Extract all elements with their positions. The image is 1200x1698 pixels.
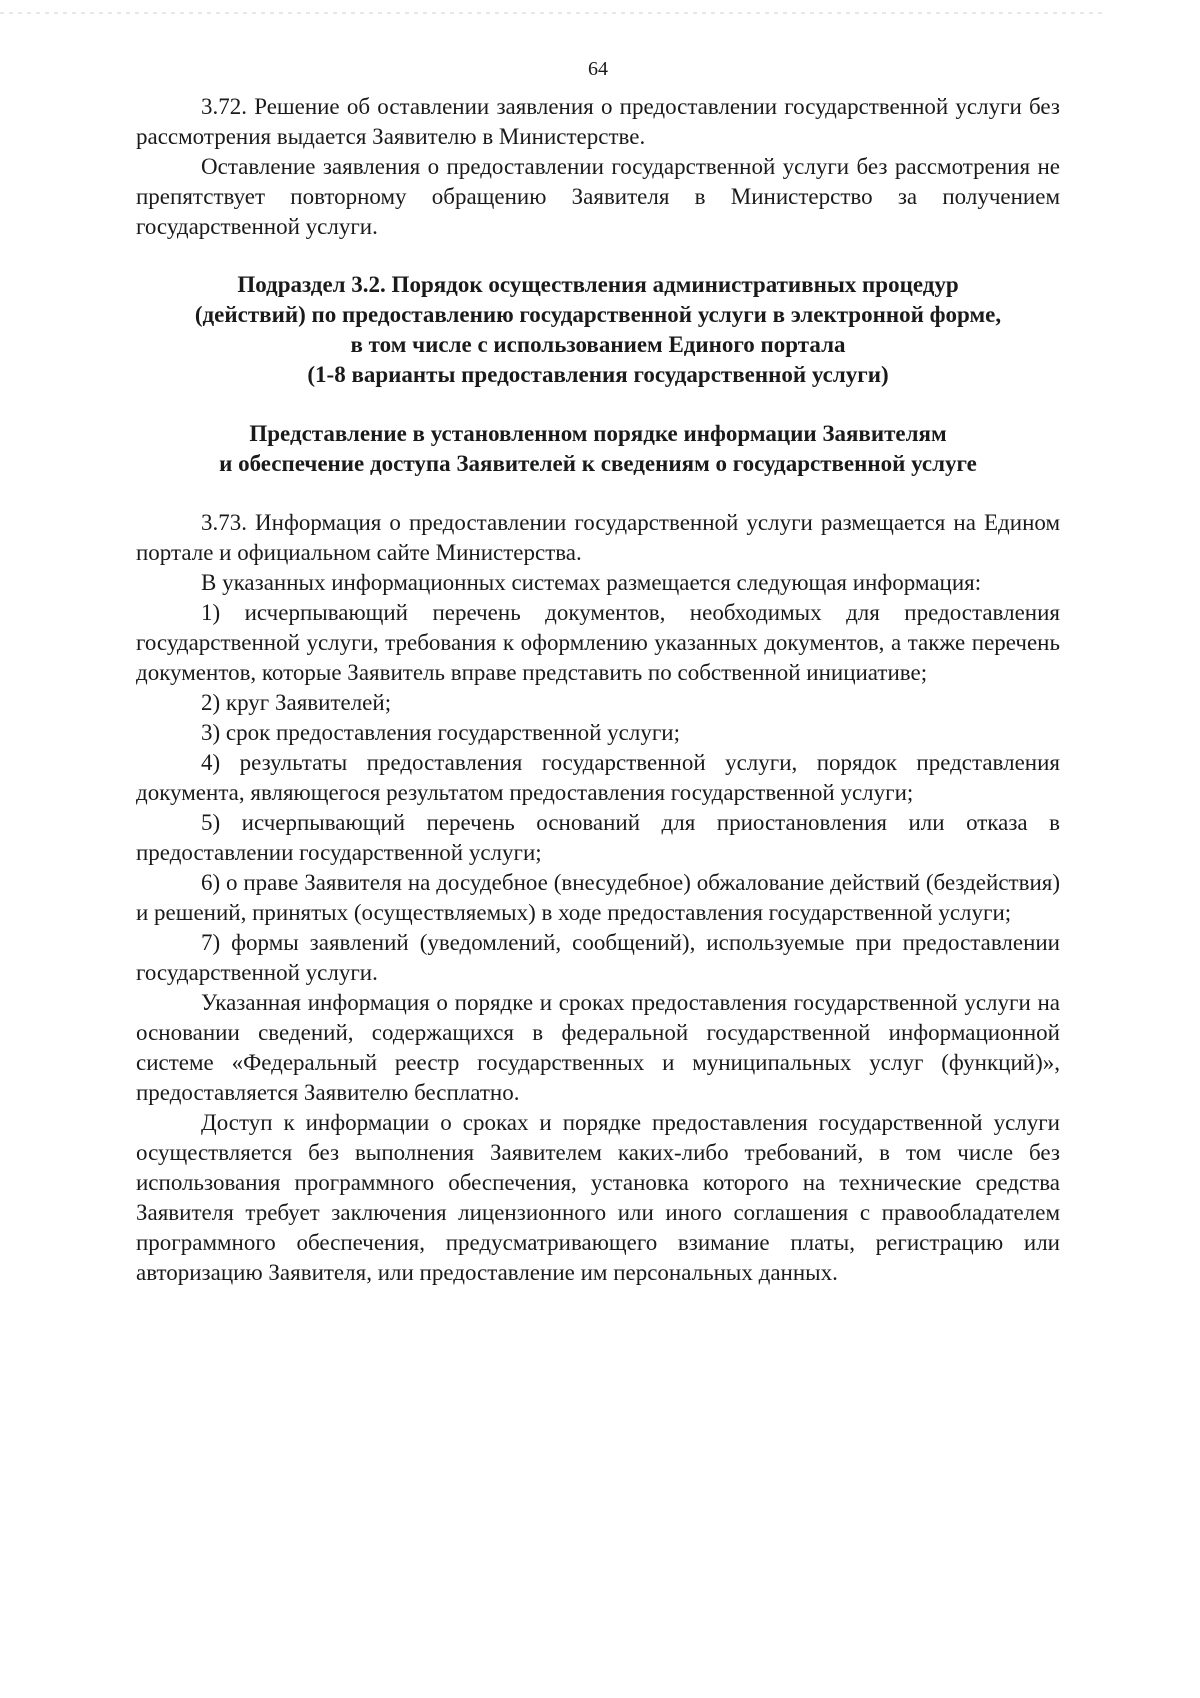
scan-artifact-line: [0, 12, 1105, 14]
list-item-7: 7) формы заявлений (уведомлений, сообщений), используемые при предоставлении государственной услуги.: [136, 930, 1060, 985]
subsection-heading-line-3: в том числе с использованием Единого портала: [350, 332, 846, 357]
paragraph-leaving-without-review: Оставление заявления о предоставлении государственной услуги без рассмотрения не препятствует повторному обращению Заявителя в Министерство за получением государственной услуги.: [136, 154, 1060, 239]
paragraph-3-73: 3.73. Информация о предоставлении государственной услуги размещается на Едином портале и официальном сайте Министерства.: [136, 510, 1060, 565]
section-heading: [136, 419, 1060, 479]
paragraph-access-info: Доступ к информации о сроках и порядке предоставления государственной услуги осуществляется без выполнения Заявителем каких-либо требований, в том числе без использования программного обеспечения, установка которого на технические средства Заявителя требует заключения лицензионного или иного соглашения с правообладателем программного обеспечения, предусматривающего взимание платы, регистрацию или авторизацию Заявителя, или предоставление им персональных данных.: [136, 1110, 1060, 1285]
subsection-heading-line-1: Подраздел 3.2. Порядок осуществления административных процедур: [237, 272, 959, 297]
list-item-6: 6) о праве Заявителя на досудебное (внесудебное) обжалование действий (бездействия) и решений, принятых (осуществляемых) в ходе предоставления государственной услуги;: [136, 870, 1060, 925]
paragraph-3-72: 3.72. Решение об оставлении заявления о предоставлении государственной услуги без рассмотрения выдается Заявителю в Министерстве.: [136, 94, 1060, 149]
section-heading-line-1: Представление в установленном порядке информации Заявителям: [249, 421, 947, 446]
subsection-heading: [136, 270, 1060, 390]
list-item-1: 1) исчерпывающий перечень документов, необходимых для предоставления государственной услуги, требования к оформлению указанных документов, а также перечень документов, которые Заявитель вправе представить по собственной инициативе;: [136, 600, 1060, 685]
list-item-2: 2) круг Заявителей;: [201, 690, 392, 715]
list-item-4: 4) результаты предоставления государственной услуги, порядок представления документа, являющегося результатом предоставления государственной услуги;: [136, 750, 1060, 805]
list-item-5: 5) исчерпывающий перечень оснований для приостановления или отказа в предоставлении государственной услуги;: [136, 810, 1060, 865]
subsection-heading-line-2: (действий) по предоставлению государственной услуги в электронной форме,: [194, 302, 1002, 327]
section-heading-line-2: и обеспечение доступа Заявителей к сведениям о государственной услуге: [219, 451, 977, 476]
paragraph-free-info: Указанная информация о порядке и сроках предоставления государственной услуги на основании сведений, содержащихся в федеральной государственной информационной системе «Федеральный реестр государственных и муниципальных услуг (функций)», предоставляется Заявителю бесплатно.: [136, 990, 1060, 1105]
page-number: 64: [588, 58, 608, 80]
paragraph-info-systems: В указанных информационных системах размещается следующая информация:: [201, 570, 982, 595]
subsection-heading-line-4: (1-8 варианты предоставления государственной услуги): [307, 362, 889, 387]
list-item-3: 3) срок предоставления государственной услуги;: [201, 720, 680, 745]
document-page: [136, 54, 1060, 1288]
